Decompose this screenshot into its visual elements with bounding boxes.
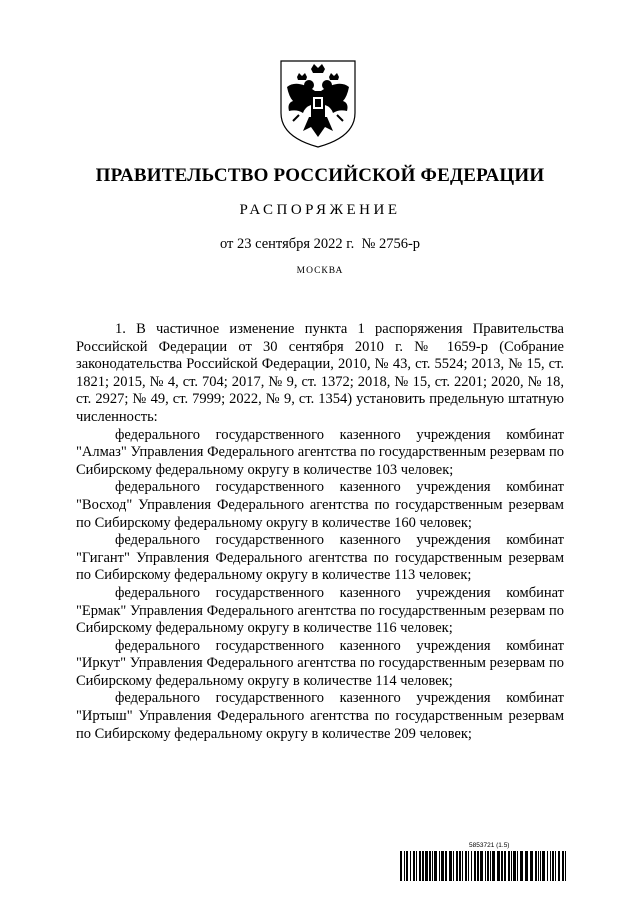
- paragraph: федерального государственного казенного учреждения комбинат "Иркут" Управления Федерального агентства по государственным резервам по Сибирскому федеральному округу в количестве 114 человек;: [76, 637, 564, 689]
- paragraph: федерального государственного казенного учреждения комбинат "Алмаз" Управления Федерального агентства по государственным резервам по Сибирскому федеральному округу в количестве 103 человек;: [76, 426, 564, 478]
- paragraph: федерального государственного казенного учреждения комбинат "Гигант" Управления Федерального агентства по государственным резервам по Сибирскому федеральному округу в количестве 113 человек;: [76, 532, 564, 584]
- city: МОСКВА: [296, 266, 344, 276]
- paragraph: 1. В частичное изменение пункта 1 распоряжения Правительства Российской Федерации от 30 сентября 2010 г. № 1659-р (Собрание законодательства Российской Федерации, 2010, № 43, ст. 5524; 2013, № 15, ст. 1821; 2015, № 4, ст. 704; 2017, № 9, ст. 1372; 2018, № 15, ст. 2201; 2020, № 18, ст. 2927; № 49, ст. 7999; 2022, № 9, ст. 1354) установить предельную штатную численность:: [76, 321, 564, 425]
- document-number: № 2756-р: [361, 236, 421, 252]
- barcode-icon: [400, 851, 570, 881]
- barcode-caption: 5853721 (1.5): [469, 842, 510, 849]
- document-type: РАСПОРЯЖЕНИЕ: [239, 202, 401, 218]
- paragraph: федерального государственного казенного учреждения комбинат "Ермак" Управления Федерального агентства по государственным резервам по Сибирскому федеральному округу в количестве 116 человек;: [76, 584, 564, 637]
- government-title: ПРАВИТЕЛЬСТВО РОССИЙСКОЙ ФЕДЕРАЦИИ: [95, 165, 545, 186]
- body-text: [76, 321, 564, 743]
- date-number-line: [0, 236, 640, 253]
- document-date: от 23 сентября 2022 г.: [219, 236, 355, 252]
- paragraph: федерального государственного казенного учреждения комбинат "Иртыш" Управления Федерального агентства по государственным резервам по Сибирскому федеральному округу в количестве 209 человек;: [76, 690, 564, 742]
- russian-coat-of-arms-icon: [275, 57, 361, 149]
- paragraph: федерального государственного казенного учреждения комбинат "Восход" Управления Федерального агентства по государственным резервам по Сибирскому федеральному округу в количестве 160 человек;: [76, 479, 564, 531]
